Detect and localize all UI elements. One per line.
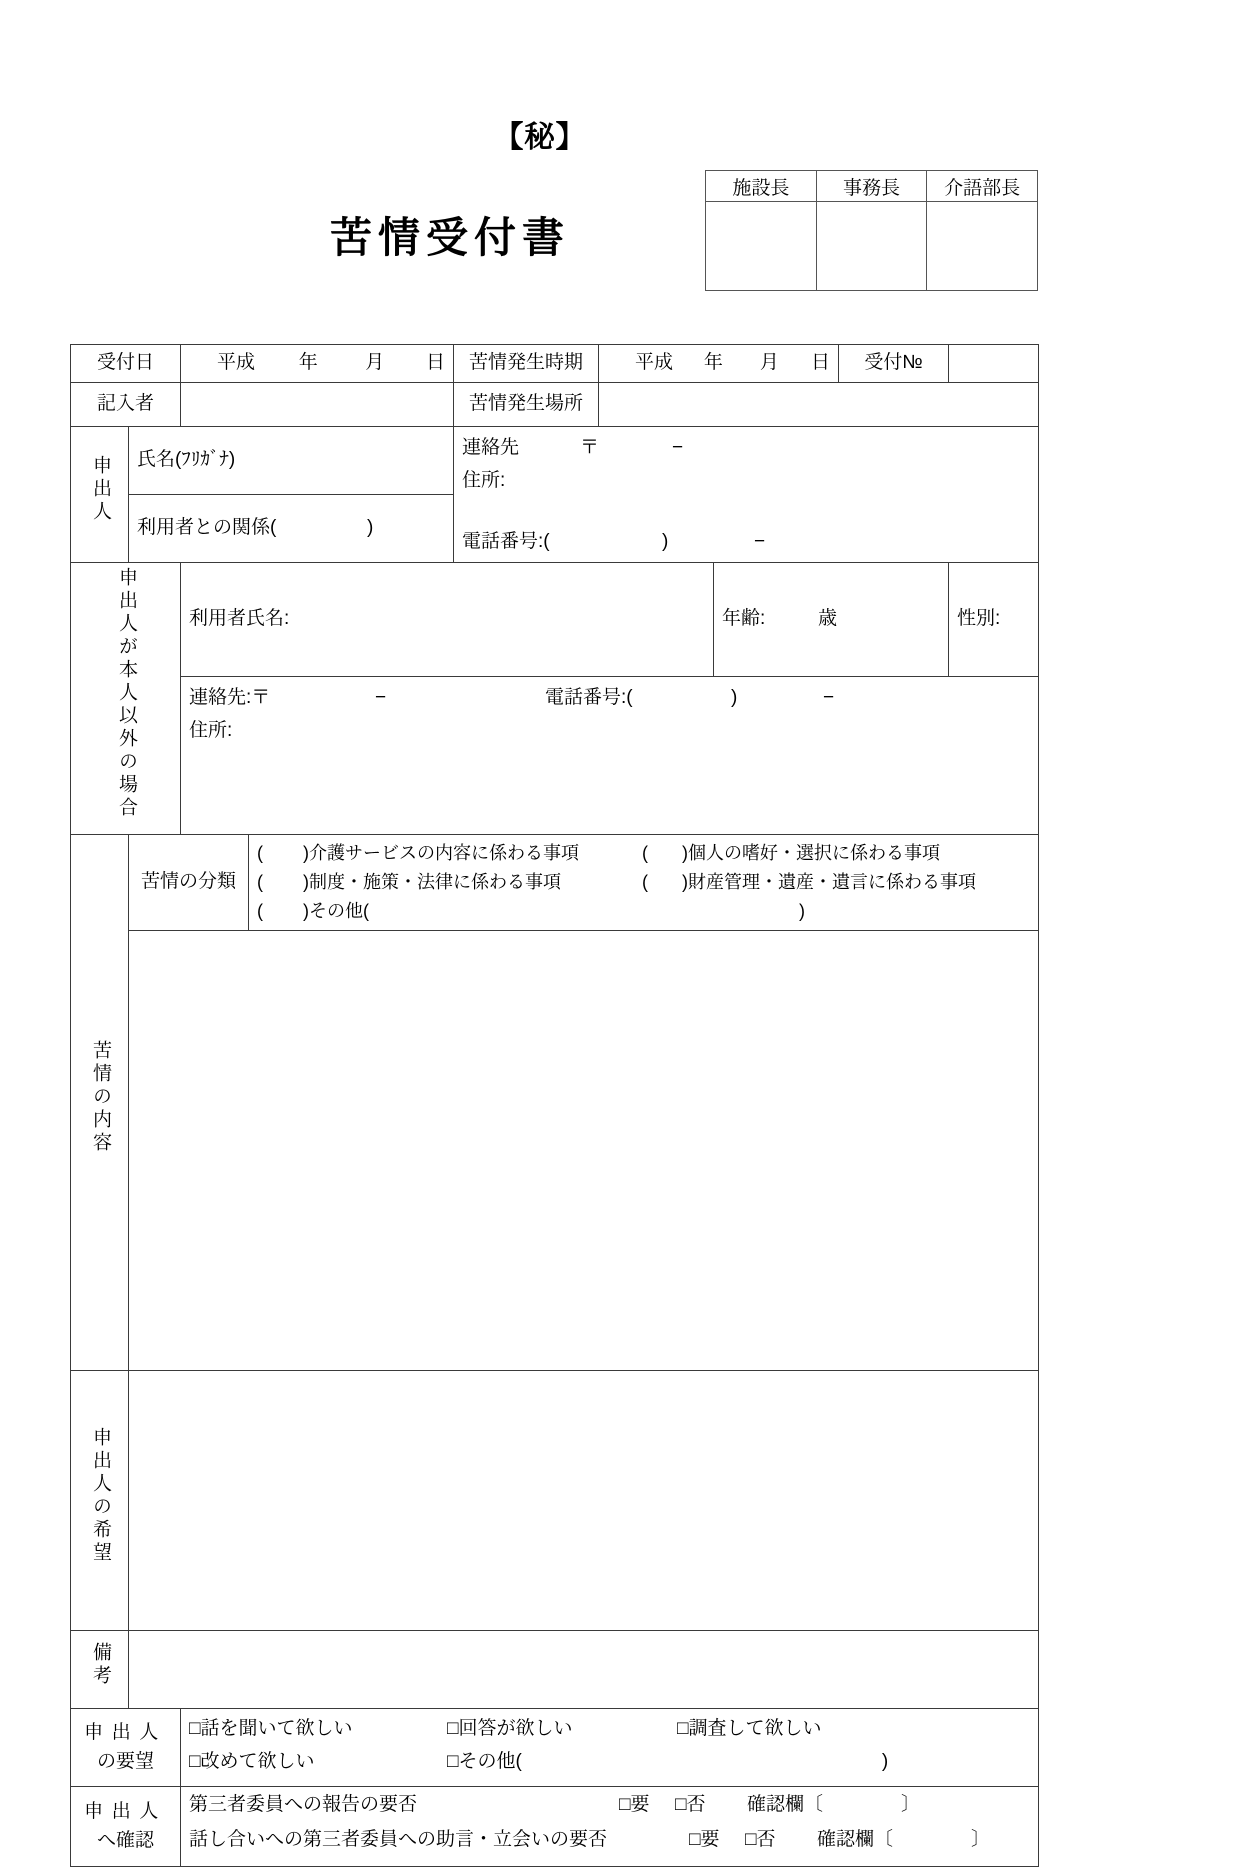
occurrence-date-day: 日 <box>811 352 831 373</box>
row-writer <box>71 382 1039 426</box>
request-label-line2: の要望 <box>97 1750 155 1772</box>
applicant-address-label: 住所: <box>462 469 506 491</box>
classification-option-1[interactable]: ( )介護サービスの内容に係わる事項 <box>257 842 580 863</box>
confirm-label-line1: 申出人 <box>84 1801 167 1823</box>
checkbox-icon: □ <box>675 1794 687 1816</box>
writer-label: 記入者 <box>71 382 181 426</box>
page-title: 苦情受付書 <box>329 214 570 261</box>
approval-stamp-table <box>705 170 1038 291</box>
occurrence-date-field[interactable] <box>599 345 839 383</box>
reception-date-day: 日 <box>426 352 446 373</box>
applicant-relation-label: 利用者との関係( <box>137 517 277 539</box>
user-name-label: 利用者氏名: <box>189 608 290 630</box>
checkbox-icon: □ <box>619 1794 631 1816</box>
classification-options[interactable] <box>249 834 1039 930</box>
occurrence-date-month: 月 <box>759 352 779 373</box>
row-user-contact <box>71 676 1039 834</box>
applicant-contact-field[interactable] <box>454 426 1039 563</box>
applicant-wish-field[interactable] <box>129 1371 1039 1631</box>
remarks-field[interactable] <box>129 1631 1039 1709</box>
confirm-advice-check-field[interactable]: 確認欄〔 〕 <box>817 1828 991 1850</box>
row-applicant-name <box>71 426 1039 494</box>
row-complaint-body <box>71 931 1039 1371</box>
confirm-options[interactable] <box>181 1787 1039 1867</box>
user-tel-dash: − <box>823 686 835 708</box>
confirm-label <box>71 1787 181 1867</box>
checkbox-icon: □ <box>745 1828 757 1850</box>
user-address-line <box>189 714 1030 747</box>
classification-row-3 <box>257 897 1030 926</box>
checkbox-icon: □ <box>447 1718 459 1740</box>
user-tel-label: 電話番号:( <box>545 686 633 708</box>
reception-date-month: 月 <box>365 352 385 373</box>
confirm-row-report <box>189 1791 1030 1820</box>
reception-date-label: 受付日 <box>71 345 181 383</box>
occurrence-date-era: 平成 <box>635 352 674 373</box>
applicant-relation-close: ) <box>367 517 374 539</box>
approval-signature-facility-head[interactable] <box>706 202 817 291</box>
classification-option-2[interactable]: ( )個人の嗜好・選択に係わる事項 <box>642 842 941 863</box>
user-tel-close: ) <box>731 686 738 708</box>
approval-signature-care-dept-head[interactable] <box>927 202 1038 291</box>
confirm-report-check-field[interactable]: 確認欄〔 〕 <box>747 1794 921 1816</box>
secret-marker: 【秘】 <box>493 121 587 154</box>
remarks-label: 備考 <box>71 1631 129 1709</box>
row-reception-date <box>71 345 1039 383</box>
user-age-label: 年齢: <box>722 608 766 630</box>
request-option-answer[interactable]: □回答が欲しい <box>447 1718 573 1740</box>
confirm-label-line2: へ確認 <box>97 1829 155 1851</box>
row-applicant-wish <box>71 1371 1039 1631</box>
request-option-listen[interactable]: □話を聞いて欲しい <box>189 1718 353 1740</box>
checkbox-icon: □ <box>447 1750 459 1772</box>
applicant-name-label: 氏名(ﾌﾘｶﾞﾅ) <box>137 448 236 470</box>
other-than-self-label: 申出人が本人以外の場合 <box>71 563 181 835</box>
approval-signature-row <box>706 202 1038 291</box>
classification-label: 苦情の分類 <box>129 834 249 930</box>
checkbox-icon: □ <box>189 1750 201 1772</box>
confirm-advice-yes[interactable]: □要 <box>689 1828 720 1850</box>
reception-no-field[interactable] <box>949 345 1039 383</box>
applicant-tel-dash: − <box>754 531 766 552</box>
row-classification <box>71 834 1039 930</box>
checkbox-icon: □ <box>677 1718 689 1740</box>
occurrence-place-label: 苦情発生場所 <box>454 382 599 426</box>
classification-option-4[interactable]: ( )財産管理・遺産・遺言に係わる事項 <box>642 871 977 892</box>
user-name-field[interactable] <box>181 563 714 677</box>
classification-row-2 <box>257 868 1030 897</box>
occurrence-date-year: 年 <box>703 352 723 373</box>
confirm-row-advice <box>189 1826 1030 1855</box>
row-confirm <box>71 1787 1039 1867</box>
user-gender-field[interactable] <box>949 563 1039 677</box>
reception-date-year: 年 <box>298 352 318 373</box>
applicant-section-label: 申出人 <box>71 426 129 563</box>
applicant-postal-dash: − <box>672 436 684 458</box>
approval-column-office-head: 事務長 <box>816 171 927 202</box>
user-address-label: 住所: <box>189 720 233 742</box>
request-option-other[interactable]: □その他( ) <box>447 1750 889 1772</box>
complaint-form-table <box>70 344 1039 1867</box>
approval-header-row <box>706 171 1038 202</box>
occurrence-time-label: 苦情発生時期 <box>454 345 599 383</box>
approval-column-facility-head: 施設長 <box>706 171 817 202</box>
request-option-investigate[interactable]: □調査して欲しい <box>677 1718 822 1740</box>
reception-date-field[interactable] <box>181 345 454 383</box>
confirm-report-no[interactable]: □否 <box>675 1794 706 1816</box>
row-user-name <box>71 563 1039 677</box>
occurrence-place-field[interactable] <box>599 382 1039 426</box>
reception-no-label: 受付№ <box>839 345 949 383</box>
confirm-report-yes[interactable]: □要 <box>619 1794 650 1816</box>
user-gender-label: 性別: <box>957 608 1001 630</box>
user-age-unit: 歳 <box>818 608 838 630</box>
checkbox-icon: □ <box>689 1828 701 1850</box>
applicant-contact-postal-line <box>462 431 1030 464</box>
row-remarks <box>71 1631 1039 1709</box>
confirm-question-report: 第三者委員への報告の要否 <box>189 1794 418 1816</box>
user-contact-label: 連絡先:〒 <box>189 686 271 708</box>
classification-option-3[interactable]: ( )制度・施策・法律に係わる事項 <box>257 871 562 892</box>
request-option-improve[interactable]: □改めて欲しい <box>189 1750 315 1772</box>
applicant-address-line <box>462 464 1030 497</box>
applicant-name-field[interactable] <box>129 426 454 494</box>
postal-mark-icon: 〒 <box>580 436 600 458</box>
confirm-question-advice: 話し合いへの第三者委員への助言・立会いの要否 <box>189 1828 608 1850</box>
writer-field[interactable] <box>181 382 454 426</box>
classification-option-5[interactable]: ( )その他( ) <box>257 901 806 922</box>
user-contact-field[interactable] <box>181 676 1039 834</box>
applicant-tel-close: ) <box>662 531 669 552</box>
user-contact-line <box>189 681 1030 714</box>
applicant-tel-label: 電話番号:( <box>462 531 550 552</box>
request-row-2 <box>189 1746 1030 1778</box>
applicant-tel-line <box>462 525 1030 558</box>
confirm-advice-no[interactable]: □否 <box>745 1828 776 1850</box>
user-age-field[interactable] <box>714 563 949 677</box>
complaint-body-field[interactable] <box>129 931 1039 1371</box>
applicant-contact-label: 連絡先 <box>462 436 520 458</box>
request-label-line1: 申出人 <box>84 1722 167 1744</box>
applicant-wish-label: 申出人の希望 <box>71 1371 129 1631</box>
complaint-content-section-label: 苦情の内容 <box>71 834 129 1370</box>
reception-date-era: 平成 <box>217 352 256 373</box>
classification-row-1 <box>257 839 1030 868</box>
user-contact-dash: − <box>375 686 387 708</box>
approval-column-care-dept-head: 介語部長 <box>927 171 1038 202</box>
applicant-relation-field[interactable] <box>129 494 454 562</box>
approval-signature-office-head[interactable] <box>816 202 927 291</box>
checkbox-icon: □ <box>189 1718 201 1740</box>
request-row-1 <box>189 1713 1030 1745</box>
